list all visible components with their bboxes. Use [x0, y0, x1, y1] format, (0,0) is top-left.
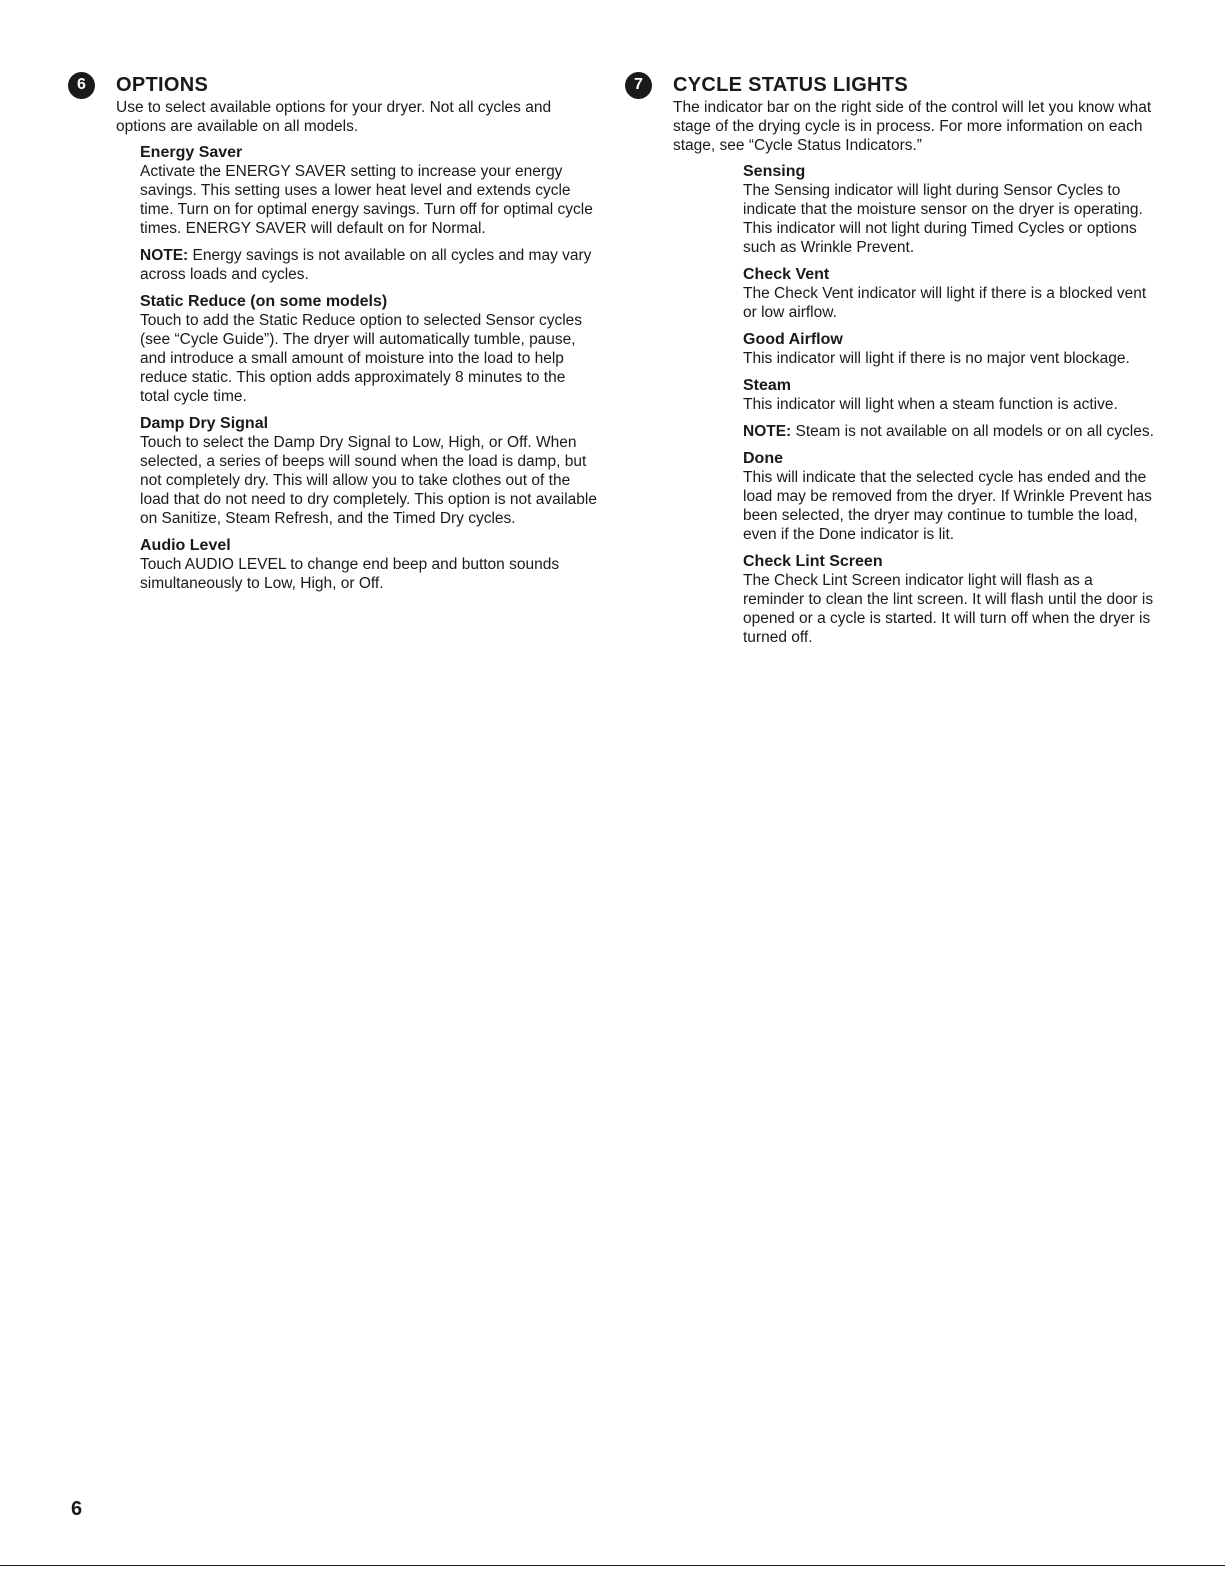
done-title: Done [743, 450, 783, 467]
audio-level-item [140, 536, 598, 593]
section-number-badge: 6 [68, 72, 95, 99]
energy-saver-text: Activate the ENERGY SAVER setting to increase your energy savings. This setting uses a lower heat level and extends cycle time. Turn on for optimal energy savings. Turn off for optimal cycle times. ENERGY SAVER will default on for Normal. [140, 163, 593, 237]
static-reduce-title: Static Reduce (on some models) [140, 293, 388, 310]
cycle-status-items [743, 162, 1155, 647]
good-airflow-text: This indicator will light if there is no major vent blockage. [743, 350, 1130, 367]
cycle-status-title: CYCLE STATUS LIGHTS [673, 74, 908, 96]
damp-dry-text: Touch to select the Damp Dry Signal to Low, High, or Off. When selected, a series of beeps will sound when the load is damp, but not completely dry. This will allow you to take clothes out of the load that do not need to dry completely. This option is not available on Sanitize, Steam Refresh, and the Timed Dry cycles. [140, 434, 597, 527]
options-items [140, 143, 598, 593]
check-vent-text: The Check Vent indicator will light if there is a blocked vent or low airflow. [743, 285, 1147, 321]
good-airflow-item [743, 330, 1155, 368]
options-title: OPTIONS [116, 74, 209, 96]
section-number-badge: 7 [625, 72, 652, 99]
steam-title: Steam [743, 377, 792, 394]
note-text: Energy savings is not available on all cycles and may vary across loads and cycles. [140, 247, 592, 283]
check-vent-item [743, 265, 1155, 322]
note-text: Steam is not available on all models or on all cycles. [791, 423, 1154, 440]
audio-level-text: Touch AUDIO LEVEL to change end beep and button sounds simultaneously to Low, High, or Off. [140, 556, 560, 592]
options-section [68, 72, 598, 601]
check-lint-item [743, 552, 1155, 647]
options-intro: Use to select available options for your dryer. Not all cycles and options are available on all models. [116, 99, 552, 135]
steam-text: This indicator will light when a steam function is active. [743, 396, 1118, 413]
damp-dry-item [140, 414, 598, 528]
energy-note [140, 246, 598, 284]
energy-saver-title: Energy Saver [140, 144, 243, 161]
check-lint-title: Check Lint Screen [743, 553, 883, 570]
note-label: NOTE: [743, 423, 792, 440]
cycle-status-header [625, 72, 1155, 98]
audio-level-title: Audio Level [140, 537, 231, 554]
bottom-divider [0, 1565, 1225, 1566]
sensing-text: The Sensing indicator will light during Sensor Cycles to indicate that the moisture sensor on the dryer is operating. This indicator will not light during Timed Cycles or options such as Wrinkle Prevent. [743, 182, 1143, 256]
static-reduce-text: Touch to add the Static Reduce option to selected Sensor cycles (see “Cycle Guide”). The dryer will automatically tumble, pause, and introduce a small amount of moisture into the load to help reduce static. This option adds approximately 8 minutes to the total cycle time. [140, 312, 583, 405]
cycle-status-section [625, 72, 1155, 655]
sensing-item [743, 162, 1155, 257]
options-header [68, 72, 598, 98]
check-lint-text: The Check Lint Screen indicator light will flash as a reminder to clean the lint screen. It will flash until the door is opened or a cycle is started. It will turn off when the dryer is turned off. [743, 572, 1154, 646]
check-vent-title: Check Vent [743, 266, 830, 283]
static-reduce-item [140, 292, 598, 406]
cycle-status-intro: The indicator bar on the right side of the control will let you know what stage of the drying cycle is in process. For more information on each stage, see “Cycle Status Indicators.” [673, 99, 1152, 154]
good-airflow-title: Good Airflow [743, 331, 843, 348]
done-item [743, 449, 1155, 544]
done-text: This will indicate that the selected cycle has ended and the load may be removed from the dryer. If Wrinkle Prevent has been selected, the dryer may continue to tumble the load, even if the Done indicator is lit. [743, 469, 1152, 543]
damp-dry-title: Damp Dry Signal [140, 415, 269, 432]
energy-saver-item [140, 143, 598, 238]
note-label: NOTE: [140, 247, 189, 264]
page-number: 6 [71, 1498, 83, 1520]
steam-note [743, 422, 1155, 441]
steam-item [743, 376, 1155, 414]
sensing-title: Sensing [743, 163, 806, 180]
